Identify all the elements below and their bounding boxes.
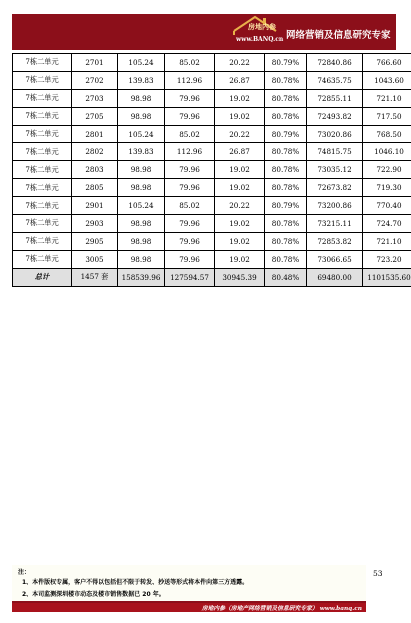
unit-price-cell: 72853.82 (307, 232, 363, 250)
building-cell: 7栋二单元 (13, 197, 72, 215)
unit-price-cell: 73035.12 (307, 161, 363, 179)
ratio-cell: 80.78% (265, 71, 307, 89)
inner-area-cell: 79.96 (165, 232, 215, 250)
total-price-cell: 724.70 (363, 215, 411, 233)
building-cell: 7栋二单元 (13, 250, 72, 268)
ratio-cell: 80.78% (265, 107, 307, 125)
ratio-cell: 80.78% (265, 232, 307, 250)
total-price-cell: 766.60 (363, 54, 411, 72)
shared-area-cell: 20.22 (215, 54, 265, 72)
total-price-cell: 721.10 (363, 89, 411, 107)
unit-cell: 2805 (72, 179, 118, 197)
unit-cell: 2705 (72, 107, 118, 125)
sales-table (12, 53, 411, 287)
building-cell: 7栋二单元 (13, 89, 72, 107)
unit-price-cell: 72840.86 (307, 54, 363, 72)
ratio-cell: 80.78% (265, 143, 307, 161)
table-row (13, 250, 411, 268)
area-cell: 98.98 (118, 250, 165, 268)
total-price-cell: 1046.10 (363, 143, 411, 161)
unit-cell: 2903 (72, 215, 118, 233)
total-price-cell: 719.30 (363, 179, 411, 197)
total-price-cell: 770.40 (363, 197, 411, 215)
ratio-cell: 80.78% (265, 179, 307, 197)
total-row (13, 268, 411, 286)
footer-bar (12, 603, 366, 612)
unit-price-cell: 73066.65 (307, 250, 363, 268)
unit-price-cell: 73215.11 (307, 215, 363, 233)
unit-cell: 2701 (72, 54, 118, 72)
table-row (13, 179, 411, 197)
shared-area-cell: 19.02 (215, 107, 265, 125)
table-row (13, 107, 411, 125)
inner-area-cell: 85.02 (165, 125, 215, 143)
page-number: 53 (373, 569, 383, 578)
unit-price-cell: 73200.86 (307, 197, 363, 215)
ratio-cell: 80.79% (265, 197, 307, 215)
unit-price-cell: 74815.75 (307, 143, 363, 161)
area-cell: 105.24 (118, 125, 165, 143)
area-cell: 98.98 (118, 107, 165, 125)
unit-cell: 2703 (72, 89, 118, 107)
note-line-1: 1、本件版权专属，客户不得以包括但不限于转发、抄送等形式将本件向第三方透露。 (22, 579, 249, 586)
table-row (13, 215, 411, 233)
total-unit-price-cell: 69480.00 (307, 268, 363, 286)
total-price-cell: 1043.60 (363, 71, 411, 89)
table-row (13, 71, 411, 89)
note-line-2: 2、本司监测深圳楼市动态及楼市销售数据已 20 年。 (22, 591, 165, 598)
building-cell: 7栋二单元 (13, 179, 72, 197)
total-total-price-cell: 1101535.60 (363, 268, 411, 286)
ratio-cell: 80.78% (265, 89, 307, 107)
inner-area-cell: 79.96 (165, 215, 215, 233)
total-label: 总计 (13, 268, 72, 286)
total-ratio-cell: 80.48% (265, 268, 307, 286)
unit-price-cell: 72855.11 (307, 89, 363, 107)
inner-area-cell: 112.96 (165, 143, 215, 161)
inner-area-cell: 79.96 (165, 89, 215, 107)
inner-area-cell: 85.02 (165, 54, 215, 72)
shared-area-cell: 20.22 (215, 197, 265, 215)
building-cell: 7栋二单元 (13, 161, 72, 179)
unit-cell: 2905 (72, 232, 118, 250)
inner-area-cell: 79.96 (165, 161, 215, 179)
unit-price-cell: 72673.82 (307, 179, 363, 197)
shared-area-cell: 19.02 (215, 232, 265, 250)
ratio-cell: 80.79% (265, 125, 307, 143)
unit-price-cell: 74635.75 (307, 71, 363, 89)
total-price-cell: 721.10 (363, 232, 411, 250)
building-cell: 7栋二单元 (13, 215, 72, 233)
area-cell: 139.83 (118, 143, 165, 161)
shared-area-cell: 19.02 (215, 215, 265, 233)
table-row (13, 54, 411, 72)
notes-title: 注： (18, 569, 31, 576)
total-price-cell: 717.50 (363, 107, 411, 125)
ratio-cell: 80.79% (265, 54, 307, 72)
unit-cell: 3005 (72, 250, 118, 268)
area-cell: 98.98 (118, 161, 165, 179)
footer-text: 房地内参（房地产网络营销及信息研究专家） www.banq.cn (201, 606, 362, 612)
area-cell: 105.24 (118, 197, 165, 215)
shared-area-cell: 26.87 (215, 143, 265, 161)
area-cell: 98.98 (118, 215, 165, 233)
ratio-cell: 80.78% (265, 250, 307, 268)
area-cell: 139.83 (118, 71, 165, 89)
header-title: 网络营销及信息研究专家 (286, 30, 391, 41)
unit-cell: 2702 (72, 71, 118, 89)
area-cell: 98.98 (118, 232, 165, 250)
total-price-cell: 723.20 (363, 250, 411, 268)
total-unit-cell: 1457 套 (72, 268, 118, 286)
logo (232, 14, 284, 50)
table-row (13, 161, 411, 179)
inner-area-cell: 79.96 (165, 107, 215, 125)
building-cell: 7栋二单元 (13, 107, 72, 125)
inner-area-cell: 79.96 (165, 179, 215, 197)
area-cell: 98.98 (118, 179, 165, 197)
shared-area-cell: 19.02 (215, 250, 265, 268)
building-cell: 7栋二单元 (13, 54, 72, 72)
area-cell: 105.24 (118, 54, 165, 72)
total-area-cell: 158539.96 (118, 268, 165, 286)
building-cell: 7栋二单元 (13, 232, 72, 250)
logo-text: 房地内参 (248, 22, 276, 31)
table-row (13, 232, 411, 250)
unit-price-cell: 73020.86 (307, 125, 363, 143)
total-inner-area-cell: 127594.57 (165, 268, 215, 286)
logo-url: www.BANQ.cn (236, 36, 284, 43)
house-roof-icon (232, 14, 284, 50)
unit-price-cell: 72493.82 (307, 107, 363, 125)
total-price-cell: 722.90 (363, 161, 411, 179)
shared-area-cell: 26.87 (215, 71, 265, 89)
table-row (13, 197, 411, 215)
inner-area-cell: 112.96 (165, 71, 215, 89)
building-cell: 7栋二单元 (13, 143, 72, 161)
ratio-cell: 80.78% (265, 161, 307, 179)
shared-area-cell: 19.02 (215, 161, 265, 179)
building-cell: 7栋二单元 (13, 125, 72, 143)
total-price-cell: 768.50 (363, 125, 411, 143)
shared-area-cell: 19.02 (215, 179, 265, 197)
unit-cell: 2802 (72, 143, 118, 161)
unit-cell: 2901 (72, 197, 118, 215)
table-row (13, 143, 411, 161)
table-row (13, 89, 411, 107)
building-cell: 7栋二单元 (13, 71, 72, 89)
inner-area-cell: 85.02 (165, 197, 215, 215)
shared-area-cell: 20.22 (215, 125, 265, 143)
table-row (13, 125, 411, 143)
inner-area-cell: 79.96 (165, 250, 215, 268)
area-cell: 98.98 (118, 89, 165, 107)
total-shared-area-cell: 30945.39 (215, 268, 265, 286)
unit-cell: 2801 (72, 125, 118, 143)
ratio-cell: 80.78% (265, 215, 307, 233)
notes-box (12, 565, 366, 603)
shared-area-cell: 19.02 (215, 89, 265, 107)
unit-cell: 2803 (72, 161, 118, 179)
